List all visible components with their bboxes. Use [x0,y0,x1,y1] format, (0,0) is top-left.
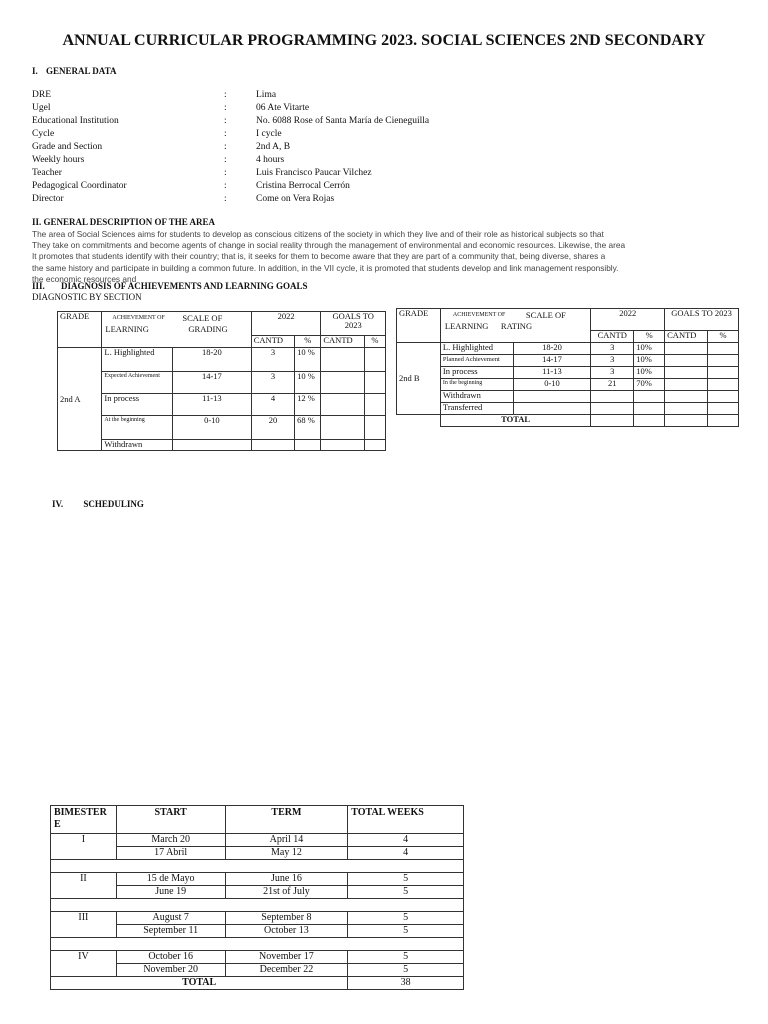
pct-cell: 70% [634,379,665,391]
start-cell: August 7 [116,912,225,925]
diagnosis-table-2nd-b [396,308,739,427]
scale-label: SCALE OF [182,313,223,323]
pct-header: % [708,331,739,343]
scale-cell [173,440,252,451]
pct-cell [634,403,665,415]
general-data-row [32,128,732,141]
learning-label: LEARNING [444,321,489,331]
bimester-cell: I [51,834,117,860]
scale-cell: 14-17 [173,372,252,394]
level-cell: Expected Achievement [102,372,173,394]
level-cell: In process [102,394,173,416]
pct-cell: 10% [634,355,665,367]
cantd-cell [591,391,634,403]
weeks-cell: 5 [348,886,464,899]
general-data-row [32,180,732,193]
goal-cantd-cell [665,367,708,379]
term-cell: December 22 [225,964,348,977]
scale-cell: 11-13 [173,394,252,416]
level-cell: L. Highlighted [440,343,513,355]
field-label: Director [32,194,64,204]
total-cantd-cell [591,415,634,427]
field-separator: : [224,142,227,152]
start-cell: 15 de Mayo [116,873,225,886]
field-label: Educational Institution [32,116,119,126]
level-cell: In process [440,367,513,379]
goal-cantd-cell [321,440,364,451]
term-cell: November 17 [225,951,348,964]
start-cell: March 20 [116,834,225,847]
weeks-cell: 5 [348,912,464,925]
field-label: DRE [32,90,51,100]
goal-cantd-cell [665,355,708,367]
goal-pct-cell [364,372,385,394]
field-label: Teacher [32,168,62,178]
bimester-cell: III [51,912,117,938]
goals-header: GOALS TO 2023 [665,309,739,331]
scale-cell: 18-20 [173,348,252,372]
section-number: I. [32,66,38,76]
field-separator: : [224,90,227,100]
spacer-row [51,938,464,951]
field-value: No. 6088 Rose of Santa María de Cieneguilla [256,116,430,126]
field-label: Ugel [32,103,51,113]
field-value: Luis Francisco Paucar Vilchez [256,168,372,178]
cantd-header: CANTD [591,331,634,343]
section-title: GENERAL DATA [46,66,117,76]
term-cell: May 12 [225,847,348,860]
diagnosis-table-2nd-a [57,311,386,451]
general-data-row [32,167,732,180]
goal-cantd-cell [321,372,364,394]
field-value: Come on Vera Rojas [256,194,335,204]
description-heading: II. GENERAL DESCRIPTION OF THE AREA [32,217,216,227]
term-cell: June 16 [225,873,348,886]
bimester-header: BIMESTER E [51,806,117,834]
goal-cantd-cell [665,391,708,403]
weeks-cell: 5 [348,951,464,964]
start-cell: October 16 [116,951,225,964]
weeks-cell: 4 [348,834,464,847]
pct-cell: 10 % [295,372,321,394]
goal-pct-cell [708,391,739,403]
cantd-header: CANTD [665,331,708,343]
field-separator: : [224,194,227,204]
field-separator: : [224,181,227,191]
bimester-cell: II [51,873,117,899]
pct-cell: 10% [634,367,665,379]
general-data-row [32,102,732,115]
cantd-cell [591,403,634,415]
scale-cell: 0-10 [173,416,252,440]
cantd-cell: 3 [591,355,634,367]
term-cell: September 8 [225,912,348,925]
field-label: Pedagogical Coordinator [32,181,127,191]
scale-cell: 0-10 [513,379,591,391]
field-separator: : [224,116,227,126]
total-label: TOTAL [440,415,590,427]
cantd-cell: 3 [591,367,634,379]
level-cell: L. Highlighted [102,348,173,372]
document-title: ANNUAL CURRICULAR PROGRAMMING 2023. SOCIAL SCIENCES 2ND SECONDARY [62,32,706,49]
term-header: TERM [225,806,348,834]
pct-cell: 12 % [295,394,321,416]
learning-label: LEARNING [105,324,149,334]
total-weeks-header: TOTAL WEEKS [348,806,464,834]
field-label: Weekly hours [32,155,85,165]
level-cell: Planned Achievement [440,355,513,367]
pct-header: % [634,331,665,343]
year-header: 2022 [591,309,665,331]
goal-pct-cell [708,355,739,367]
goal-pct-cell [708,367,739,379]
term-cell: 21st of July [225,886,348,899]
general-data-row [32,154,732,167]
empty-cell [397,415,441,427]
cantd-cell: 3 [251,348,294,372]
field-label: Cycle [32,129,55,139]
field-separator: : [224,129,227,139]
general-data-heading [32,66,116,76]
year-header: 2022 [251,312,321,336]
pct-cell: 10 % [295,348,321,372]
goal-pct-cell [708,379,739,391]
field-separator: : [224,103,227,113]
weeks-cell: 4 [348,847,464,860]
total-goal-pct-cell [708,415,739,427]
general-data-row [32,141,732,154]
pct-header: % [295,336,321,348]
description-line: They take on commitments and become agents of change in social reality through the management of environmental and economic resources. Likewise, the area [32,240,626,251]
goal-cantd-cell [321,394,364,416]
pct-cell [634,391,665,403]
diagnosis-subheading: DIAGNOSTIC BY SECTION [32,292,142,302]
field-value: 4 hours [256,155,285,165]
spacer-row [51,860,464,873]
scale-cell [513,403,591,415]
section-number: IV. [52,499,64,509]
field-value: 06 Ate Vitarte [256,103,310,113]
total-label: TOTAL [51,977,348,990]
goal-cantd-cell [665,403,708,415]
cantd-cell: 21 [591,379,634,391]
level-cell: In the beginning [440,379,513,391]
section-number: III. [32,281,45,291]
level-cell: Withdrawn [440,391,513,403]
goals-header: GOALS TO 2023 [321,312,386,336]
description-line: It promotes that students identify with their country; that is, it seeks for them to become aware that they are part of a community that, being diverse, shares a [32,251,606,262]
achievement-header [102,312,251,348]
pct-header: % [364,336,385,348]
grade-header: GRADE [397,309,441,343]
total-weeks-value: 38 [348,977,464,990]
cantd-cell: 4 [251,394,294,416]
section-title: DIAGNOSIS OF ACHIEVEMENTS AND LEARNING GOALS [61,281,308,291]
field-value: 2nd A, B [256,142,291,152]
start-header: START [116,806,225,834]
pct-cell: 68 % [295,416,321,440]
start-cell: September 11 [116,925,225,938]
total-pct-cell [634,415,665,427]
field-value: Lima [256,90,277,100]
cantd-cell: 3 [591,343,634,355]
goal-cantd-cell [321,416,364,440]
diagnosis-heading [32,281,307,291]
scale-cell [513,391,591,403]
weeks-cell: 5 [348,964,464,977]
goal-pct-cell [364,348,385,372]
start-cell: November 20 [116,964,225,977]
start-cell: 17 Abril [116,847,225,860]
scheduling-table [50,805,464,990]
section-title: SCHEDULING [83,499,144,509]
cantd-cell: 20 [251,416,294,440]
level-cell: Withdrawn [102,440,173,451]
description-line: The area of Social Sciences aims for students to develop as conscious citizens of the society in which they live and of their role as historical subjects so that [32,229,604,239]
description-line: the same history and participate in building a common future. In addition, in the VII cycle, it is promoted that students develop and link management responsibly. [32,262,619,273]
weeks-cell: 5 [348,873,464,886]
goal-cantd-cell [665,379,708,391]
description-line: the economic resources and [32,273,137,284]
general-data-row [32,193,732,206]
pct-cell [295,440,321,451]
goal-pct-cell [364,416,385,440]
goal-pct-cell [708,343,739,355]
rating-label: RATING [500,321,533,331]
grade-cell: 2nd B [397,343,441,415]
term-cell: April 14 [225,834,348,847]
goal-pct-cell [364,440,385,451]
area-description [32,229,732,285]
achievement-header [440,309,590,343]
field-value: Cristina Berrocal Cerrón [256,181,350,191]
scale-cell: 11-13 [513,367,591,379]
grade-header: GRADE [58,312,102,348]
bimester-cell: IV [51,951,117,977]
grade-cell: 2nd A [58,348,102,451]
goal-cantd-cell [321,348,364,372]
scale-cell: 14-17 [513,355,591,367]
cantd-header: CANTD [251,336,294,348]
goal-pct-cell [364,394,385,416]
level-cell: Transferred [440,403,513,415]
spacer-row [51,899,464,912]
term-cell: October 13 [225,925,348,938]
goal-cantd-cell [665,343,708,355]
field-separator: : [224,155,227,165]
achievement-label: ACHIEVEMENT OF [452,312,506,318]
scale-label: SCALE OF [525,310,566,320]
achievement-label: ACHIEVEMENT OF [112,315,165,321]
cantd-cell: 3 [251,372,294,394]
pct-cell: 10% [634,343,665,355]
grading-label: GRADING [188,324,228,334]
weeks-cell: 5 [348,925,464,938]
field-separator: : [224,168,227,178]
field-value: I cycle [256,129,282,139]
general-data-row [32,115,732,128]
level-cell: At the beginning [102,416,173,440]
scale-cell: 18-20 [513,343,591,355]
field-label: Grade and Section [32,142,103,152]
start-cell: June 19 [116,886,225,899]
goal-pct-cell [708,403,739,415]
scheduling-heading [52,499,144,509]
cantd-cell [251,440,294,451]
total-goal-cantd-cell [665,415,708,427]
general-data-row [32,89,732,102]
cantd-header: CANTD [321,336,364,348]
